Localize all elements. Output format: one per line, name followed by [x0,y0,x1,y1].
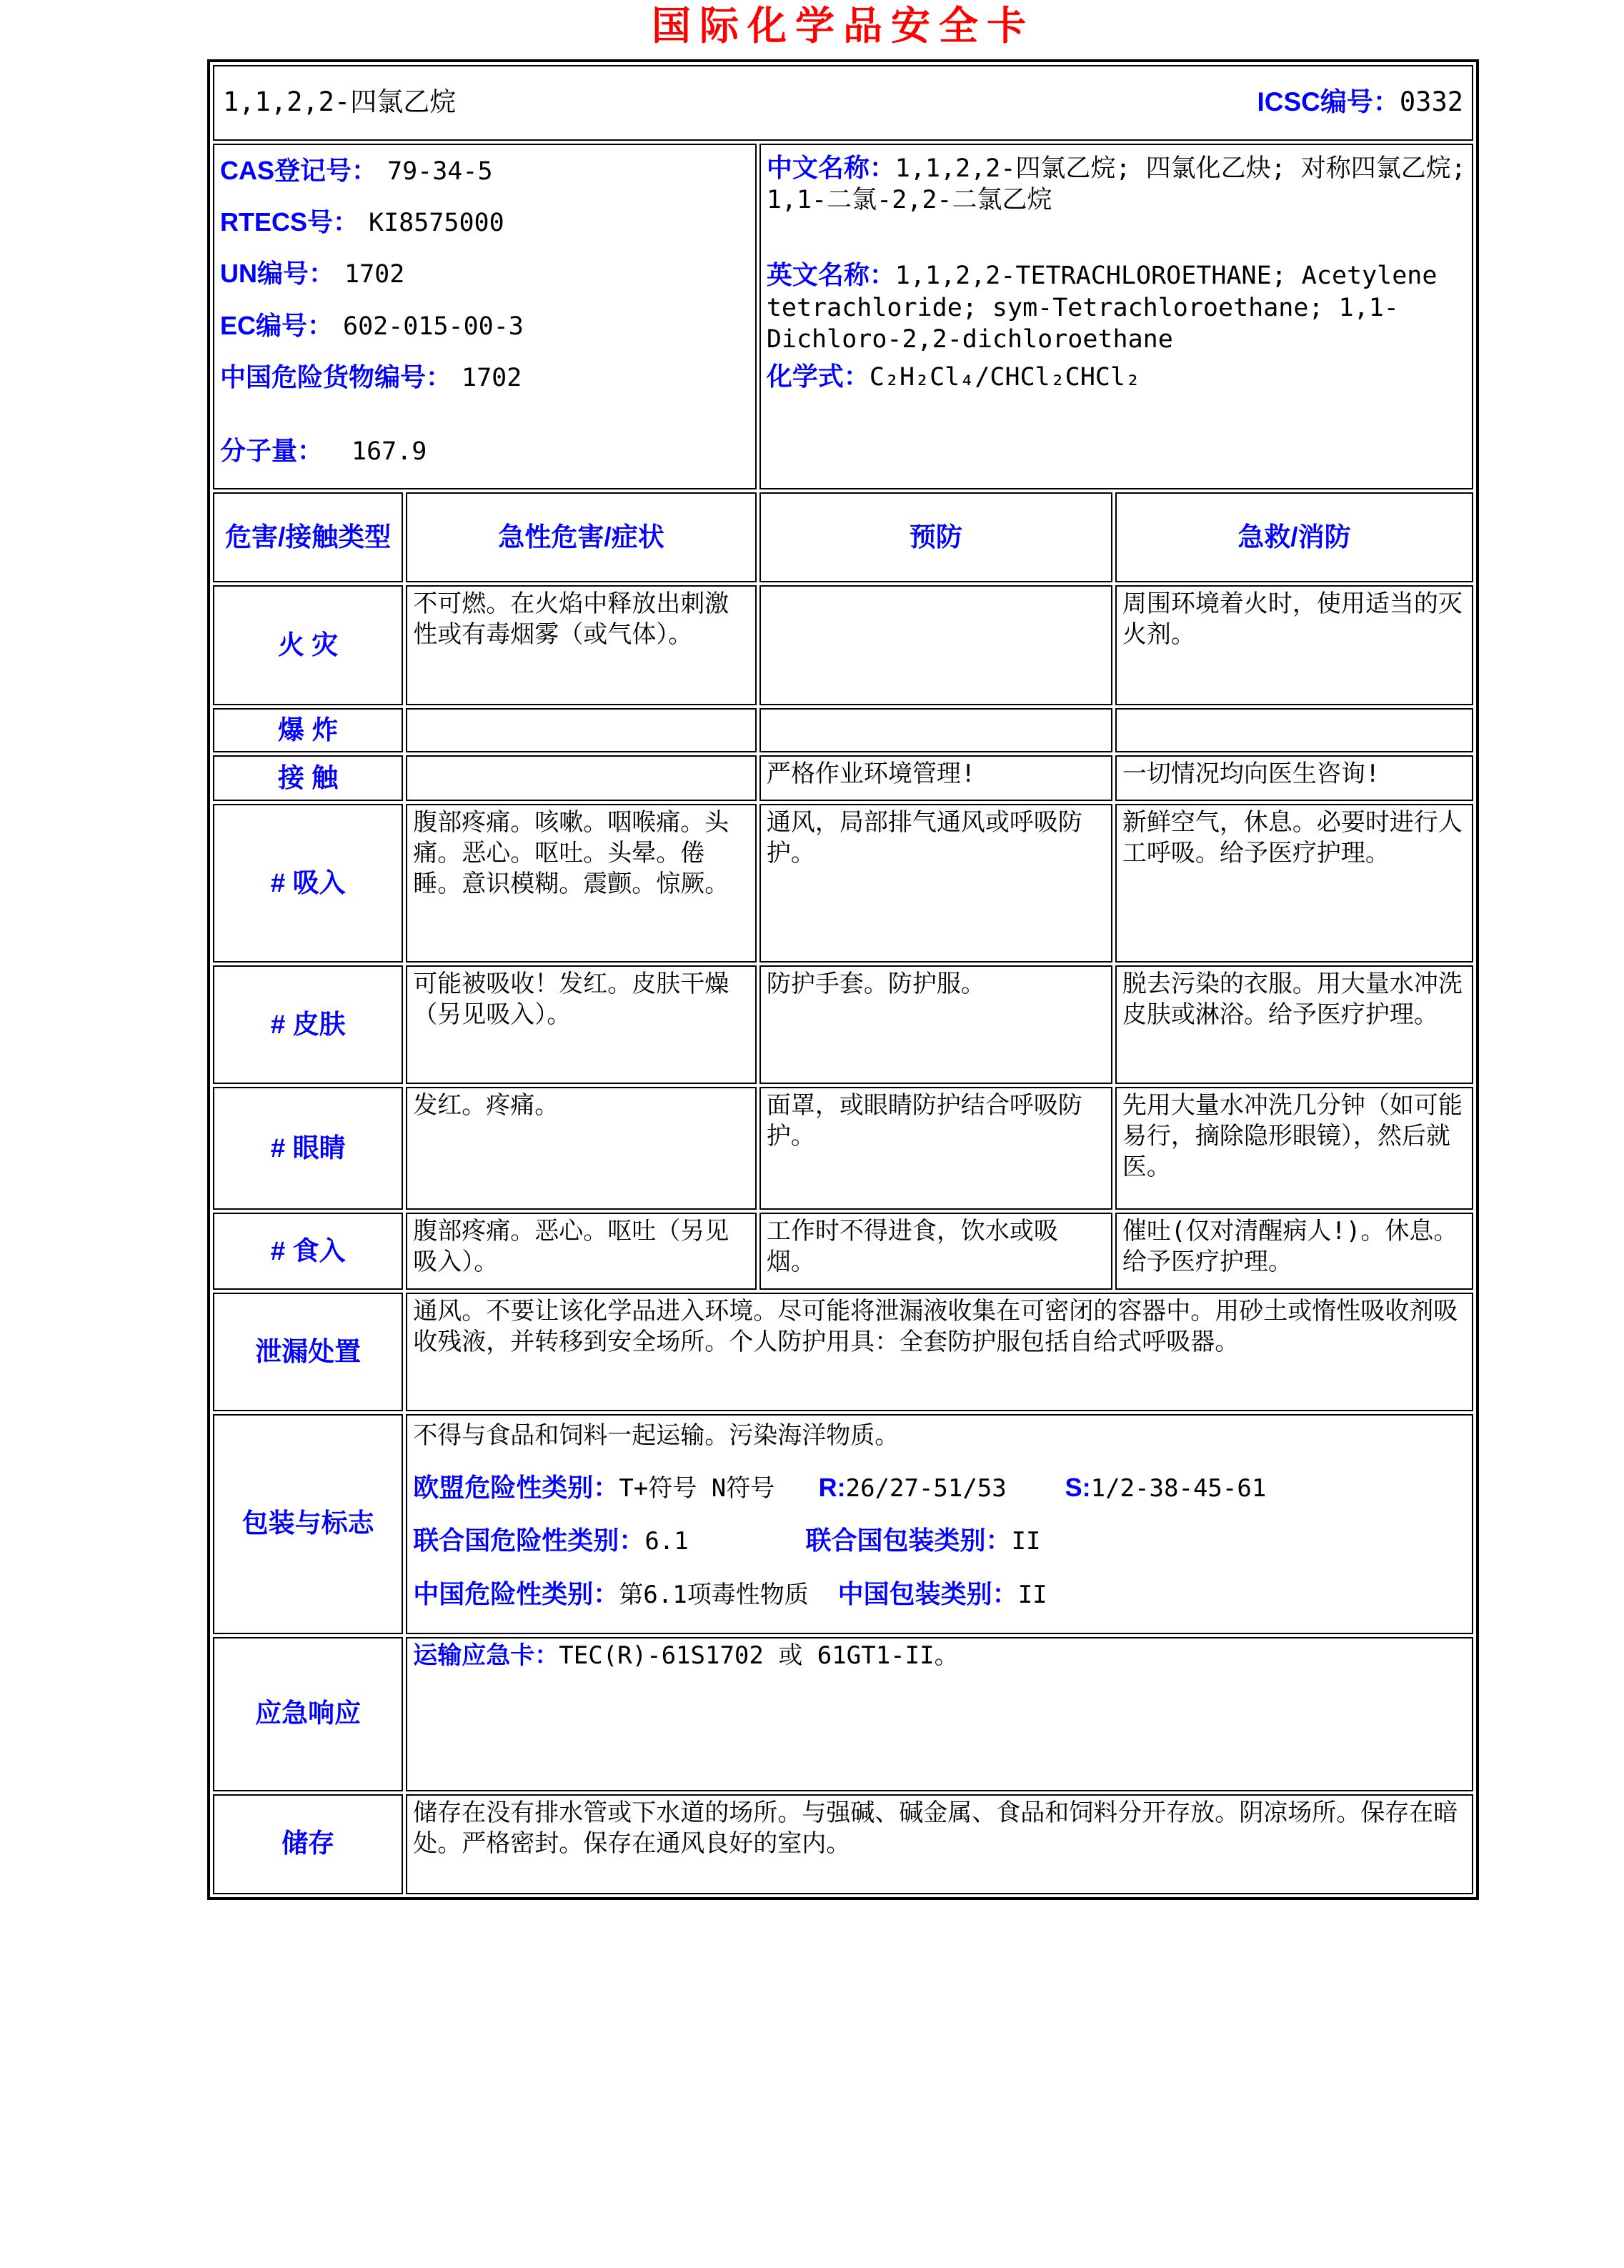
formula-label: 化学式： [766,361,870,391]
chinese-name-value: 1,1,2,2-四氯乙烷; 四氯化乙炔; 对称四氯乙烷; 1,1-二氯-2,2-二氯乙烷 [766,154,1466,214]
contact-prevention-cell: 严格作业环境管理! [759,755,1112,801]
identification-right-cell [759,144,1473,490]
fire-symptoms-cell: 不可燃。在火焰中释放出刺激性或有毒烟雾（或气体）。 [406,585,757,705]
spill-content: 通风。不要让该化学品进入环境。尽可能将泄漏液收集在可密闭的容器中。用砂土或惰性吸收剂吸收残液，并转移到安全场所。个人防护用具：全套防护服包括自给式呼吸器。 [413,1297,1458,1357]
fire-first-aid-cell: 周围环境着火时，使用适当的灭火剂。 [1115,585,1473,705]
packaging-eu-classification: 欧盟危险性类别：T+符号 N符号 R:26/27-51/53 S:1/2-38-45-61 [413,1473,1267,1503]
hazard-type-ingestion: # 食入 [213,1213,403,1290]
english-name-paragraph [767,259,1466,355]
substance-header-row [213,65,1473,141]
rtecs-number-line [220,206,749,239]
inhalation-prevention-cell: 通风，局部排气通风或呼吸防护。 [759,804,1112,963]
storage-content-cell [406,1794,1473,1894]
hazard-type-fire: 火 灾 [213,585,403,705]
substance-header [220,86,1466,119]
hazard-row-explosion [213,708,1473,752]
skin-prevention-cell: 防护手套。防护服。 [759,965,1112,1084]
icsc-number: 0332 [1399,86,1463,117]
formula-value: C₂H₂Cl₄/CHCl₂CHCl₂ [869,362,1141,392]
hazard-type-contact: 接 触 [213,755,403,801]
contact-symptoms-cell [406,755,757,801]
un-value: 1702 [344,260,405,289]
identification-row [213,144,1473,490]
header-acute-symptoms: 急性危害/症状 [406,492,757,582]
storage-content: 储存在没有排水管或下水道的场所。与强碱、碱金属、食品和饲料分开存放。阴凉场所。保存在暗处。严格密封。保存在通风良好的室内。 [413,1798,1458,1858]
hazard-row-contact [213,755,1473,801]
header-prevention: 预防 [759,492,1112,582]
section-label-emergency: 应急响应 [213,1637,403,1791]
un-number-line [220,257,749,290]
cas-label: CAS登记号： [220,155,378,185]
packaging-un-classification: 联合国危险性类别：6.1 联合国包装类别：II [413,1526,1041,1556]
spill-content-cell [406,1293,1473,1411]
cas-number-line [220,154,749,187]
fire-prevention-cell [759,585,1112,705]
explosion-first-aid-cell [1115,708,1473,752]
substance-header-cell [213,65,1473,141]
eyes-prevention-cell: 面罩，或眼睛防护结合呼吸防护。 [759,1087,1112,1210]
inhalation-symptoms-cell: 腹部疼痛。咳嗽。咽喉痛。头痛。恶心。呕吐。头晕。倦睡。意识模糊。震颤。惊厥。 [406,804,757,963]
hazard-row-eyes [213,1087,1473,1210]
hazard-type-explosion: 爆 炸 [213,708,403,752]
inhalation-first-aid-cell: 新鲜空气，休息。必要时进行人工呼吸。给予医疗护理。 [1115,804,1473,963]
formula-paragraph [767,360,1466,393]
un-label: UN编号： [220,259,334,289]
ingestion-first-aid-cell: 催吐(仅对清醒病人!)。休息。给予医疗护理。 [1115,1213,1473,1290]
section-row-packaging [213,1414,1473,1634]
safety-card-document [207,0,1479,1900]
header-first-aid: 急救/消防 [1115,492,1473,582]
section-label-spill: 泄漏处置 [213,1293,403,1411]
substance-name: 1,1,2,2-四氯乙烷 [223,86,457,117]
transport-emergency-card-line: 运输应急卡：TEC(R)-61S1702 或 61GT1-II。 [413,1641,959,1670]
rtecs-value: KI8575000 [369,208,504,237]
icsc-label: ICSC编号： [1257,87,1400,116]
header-hazard-type: 危害/接触类型 [213,492,403,582]
explosion-symptoms-cell [406,708,757,752]
english-name-value: 1,1,2,2-TETRACHLOROETHANE; Acetylene tetrachloride; sym-Tetrachloroethane; 1,1-Dichloro-2,2-dichloroethane [766,262,1438,354]
section-row-emergency [213,1637,1473,1791]
page-title: 国际化学品安全卡 [651,4,1035,48]
ec-label: EC编号： [220,310,334,340]
rtecs-label: RTECS号： [220,207,359,237]
english-name-label: 英文名称： [766,260,895,290]
section-label-packaging: 包装与标志 [213,1414,403,1634]
hazard-row-inhalation [213,804,1473,963]
ingestion-prevention-cell: 工作时不得进食，饮水或吸烟。 [759,1213,1112,1290]
hazard-row-fire [213,585,1473,705]
safety-card-table [207,59,1479,1900]
skin-first-aid-cell: 脱去污染的衣服。用大量水冲洗皮肤或淋浴。给予医疗护理。 [1115,965,1473,1084]
section-label-storage: 储存 [213,1794,403,1894]
hazard-type-eyes: # 眼睛 [213,1087,403,1210]
china-dg-label: 中国危险货物编号： [220,362,452,392]
ec-value: 602-015-00-3 [343,312,524,341]
china-dg-number-line [220,361,749,394]
hazard-type-inhalation: # 吸入 [213,804,403,963]
icsc-number-group [1257,86,1463,119]
eyes-first-aid-cell: 先用大量水冲洗几分钟（如可能易行，摘除隐形眼镜），然后就医。 [1115,1087,1473,1210]
hazard-header-row [213,492,1473,582]
hazard-row-skin [213,965,1473,1084]
section-row-storage [213,1794,1473,1894]
skin-symptoms-cell: 可能被吸收！发红。皮肤干燥（另见吸入）。 [406,965,757,1084]
identification-left-cell [213,144,757,490]
emergency-content-cell [406,1637,1473,1791]
chinese-name-paragraph [767,151,1466,217]
ec-number-line [220,309,749,342]
eyes-symptoms-cell: 发红。疼痛。 [406,1087,757,1210]
molecular-weight-label: 分子量： [220,435,324,465]
contact-first-aid-cell: 一切情况均向医生咨询! [1115,755,1473,801]
cas-value: 79-34-5 [387,156,493,186]
packaging-china-classification: 中国危险性类别：第6.1项毒性物质 中国包装类别：II [413,1578,1047,1609]
hazard-type-skin: # 皮肤 [213,965,403,1084]
packaging-transport-note: 不得与食品和饲料一起运输。污染海洋物质。 [413,1421,900,1451]
hazard-row-ingestion [213,1213,1473,1290]
ingestion-symptoms-cell: 腹部疼痛。恶心。呕吐（另见吸入）。 [406,1213,757,1290]
china-dg-value: 1702 [462,364,522,393]
packaging-content-cell [406,1414,1473,1634]
explosion-prevention-cell [759,708,1112,752]
section-row-spill [213,1293,1473,1411]
chinese-name-label: 中文名称： [766,152,895,182]
molecular-weight-value: 167.9 [352,437,427,466]
molecular-weight-line [220,434,749,467]
